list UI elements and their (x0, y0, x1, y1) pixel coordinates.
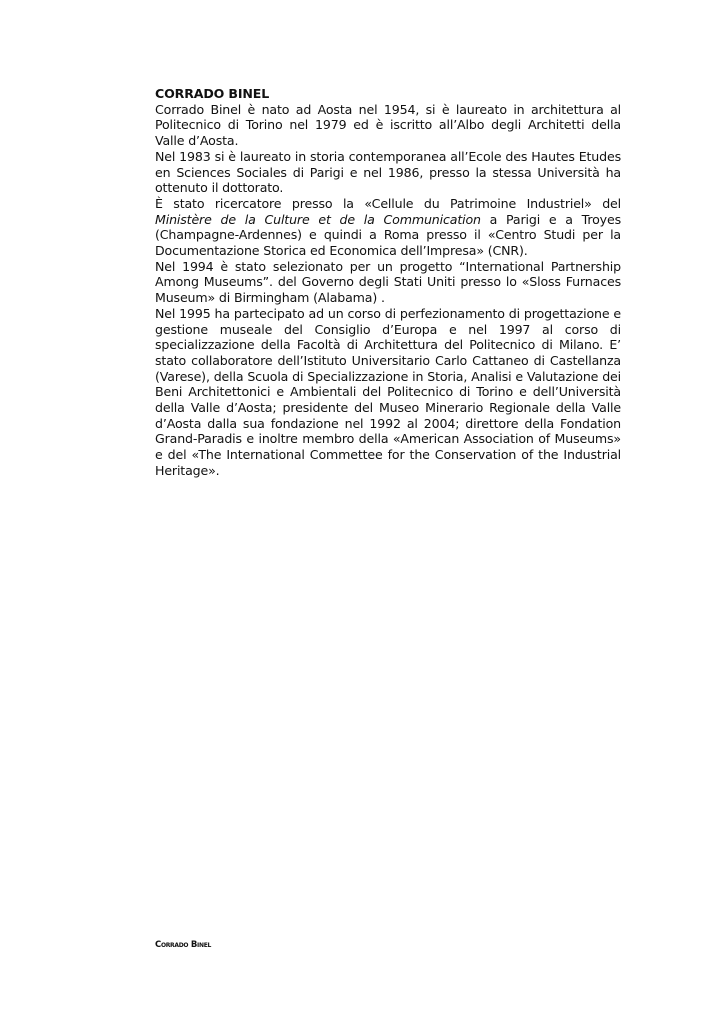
paragraph-birth-education: Corrado Binel è nato ad Aosta nel 1954, si è laureato in architettura al Politecnico di Torino nel 1979 ed è iscritto all’Albo degli Architetti della Valle d’Aosta. (155, 101, 621, 149)
paragraph-research-text-start: È stato ricercatore presso la «Cellule du Patrimoine Industriel» del (155, 195, 621, 211)
paragraph-museum-project: Nel 1994 è stato selezionato per un progetto “International Partnership Among Museums”. del Governo degli Stati Uniti presso lo «Sloss Furnaces Museum» di Birmingham (Alabama) . (155, 258, 621, 306)
page-footer: Corrado Binel (155, 940, 212, 950)
document-title: CORRADO BINEL (155, 86, 270, 101)
paragraph-history-degree: Nel 1983 si è laureato in storia contemporanea all’Ecole des Hautes Etudes en Sciences Sociales di Parigi e nel 1986, presso la stessa Università ha ottenuto il dottorato. (155, 148, 621, 196)
paragraph-research-text-end: a Parigi e a Troyes (Champagne-Ardennes) e quindi a Roma presso il «Centro Studi per la Documentazione Storica ed Economica dell’Impresa» (CNR). (155, 211, 621, 259)
paragraph-research (155, 196, 621, 259)
document-body (155, 86, 621, 479)
ministry-name: Ministère de la Culture et de la Communication (155, 211, 481, 227)
paragraph-career: Nel 1995 ha partecipato ad un corso di perfezionamento di progettazione e gestione museale del Consiglio d’Europa e nel 1997 al corso di specializzazione della Facoltà di Architettura del Politecnico di Milano. E’ stato collaboratore dell’Istituto Universitario Carlo Cattaneo di Castellanza (Varese), della Scuola di Specializzazione in Storia, Analisi e Valutazione dei Beni Architettonici e Ambientali del Politecnico di Torino e dell’Università della Valle d’Aosta; presidente del Museo Minerario Regionale della Valle d’Aosta dalla sua fondazione nel 1992 al 2004; direttore della Fondation Grand-Paradis e inoltre membro della «American Association of Museums» e del «The International Commettee for the Conservation of the Industrial Heritage». (155, 305, 621, 478)
